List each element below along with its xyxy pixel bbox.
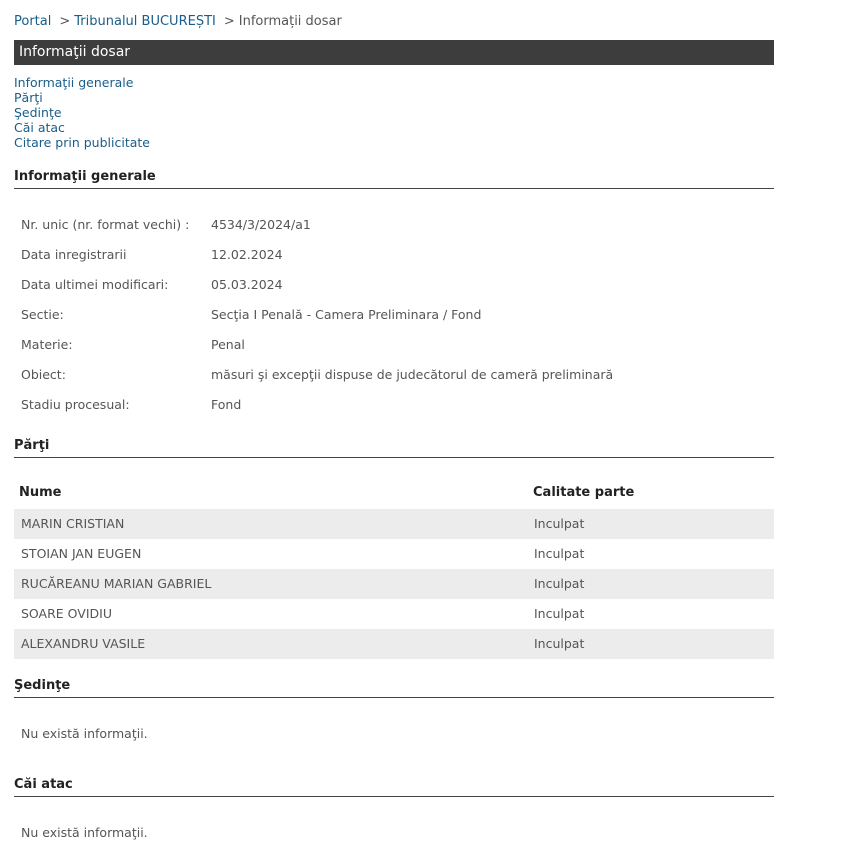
party-role: Inculpat — [534, 606, 585, 621]
nav-link-sedinte[interactable]: Şedinţe — [14, 105, 62, 120]
breadcrumb-current: Informații dosar — [238, 14, 342, 29]
breadcrumb-separator: > — [223, 14, 235, 29]
party-role: Inculpat — [534, 636, 585, 651]
section-heading-cai-atac: Căi atac — [14, 777, 774, 797]
breadcrumb-court-link[interactable]: Tribunalul BUCUREȘTI — [74, 14, 216, 29]
nav-link-informatii-generale[interactable]: Informaţii generale — [14, 75, 134, 90]
info-label: Obiect: — [21, 367, 66, 382]
table-row — [14, 569, 774, 599]
section-heading-parti: Părţi — [14, 438, 774, 458]
parti-table-header — [14, 485, 774, 505]
party-role: Inculpat — [534, 546, 585, 561]
section-heading-general: Informaţii generale — [14, 169, 774, 189]
table-row — [14, 629, 774, 659]
party-role: Inculpat — [534, 516, 585, 531]
table-row — [14, 539, 774, 569]
empty-message-sedinte: Nu există informaţii. — [21, 726, 148, 741]
nav-link-parti[interactable]: Părţi — [14, 90, 43, 105]
info-value: 12.02.2024 — [211, 247, 283, 262]
section-heading-sedinte: Şedinţe — [14, 678, 774, 698]
info-label: Stadiu procesual: — [21, 397, 130, 412]
party-name: STOIAN JAN EUGEN — [21, 546, 142, 561]
info-value: Penal — [211, 337, 245, 352]
info-value: Fond — [211, 397, 242, 412]
info-value: 05.03.2024 — [211, 277, 283, 292]
info-label: Materie: — [21, 337, 73, 352]
breadcrumb-separator: > — [59, 14, 71, 29]
party-name: SOARE OVIDIU — [21, 606, 112, 621]
party-role: Inculpat — [534, 576, 585, 591]
breadcrumb — [14, 14, 342, 29]
info-label: Sectie: — [21, 307, 64, 322]
page-title: Informaţii dosar — [14, 40, 774, 65]
info-label: Data inregistrarii — [21, 247, 127, 262]
column-header-role: Calitate parte — [533, 485, 635, 500]
info-label: Nr. unic (nr. format vechi) : — [21, 217, 190, 232]
info-label: Data ultimei modificari: — [21, 277, 169, 292]
nav-link-cai-atac[interactable]: Căi atac — [14, 120, 65, 135]
party-name: ALEXANDRU VASILE — [21, 636, 146, 651]
info-value: 4534/3/2024/a1 — [211, 217, 311, 232]
table-row — [14, 599, 774, 629]
column-header-name: Nume — [19, 485, 62, 500]
party-name: RUCĂREANU MARIAN GABRIEL — [21, 576, 212, 591]
info-value: Secţia I Penală - Camera Preliminara / Fond — [211, 307, 482, 322]
table-row — [14, 509, 774, 539]
info-value: măsuri şi excepţii dispuse de judecătorul de cameră preliminară — [211, 367, 614, 382]
party-name: MARIN CRISTIAN — [21, 516, 125, 531]
section-nav — [14, 75, 150, 150]
breadcrumb-portal-link[interactable]: Portal — [14, 14, 52, 29]
empty-message-cai-atac: Nu există informaţii. — [21, 825, 148, 840]
nav-link-citare-publicitate[interactable]: Citare prin publicitate — [14, 135, 150, 150]
